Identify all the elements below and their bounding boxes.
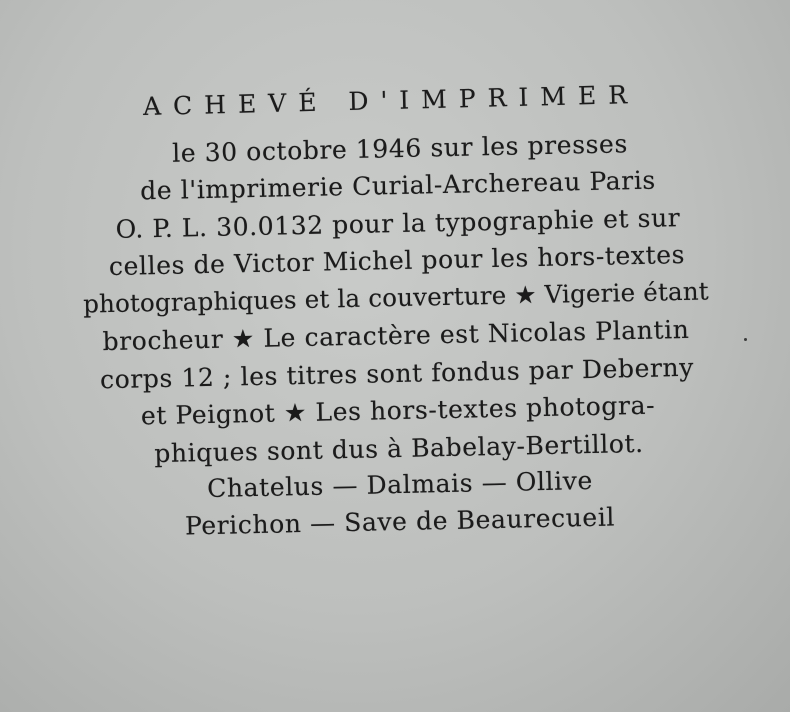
colophon-line-5: photographiques et la couverture ★ Vigerie étant — [82, 276, 710, 319]
colophon-line-6: brocheur ★ Le caractère est Nicolas Plantin — [102, 314, 690, 357]
colophon-line-3: O. P. L. 30.0132 pour la typographie et sur — [115, 203, 681, 244]
colophon-line-10: Chatelus — Dalmais — Ollive — [206, 465, 594, 504]
colophon-line-7: corps 12 ; les titres sont fondus par Deberny — [99, 352, 695, 395]
colophon-title: ACHEVÉ D'IMPRIMER — [142, 79, 640, 122]
colophon-line-4: celles de Victor Michel pour les hors-textes — [108, 239, 686, 282]
colophon-line-8: et Peignot ★ Les hors-textes photogra- — [140, 390, 656, 431]
colophon-line-9: phiques sont dus à Babelay-Bertillot. — [154, 428, 644, 469]
paper-speck — [744, 338, 747, 341]
colophon-line-1: le 30 octobre 1946 sur les presses — [171, 129, 629, 168]
colophon-line-2: de l'imprimerie Curial-Archereau Paris — [139, 165, 657, 206]
colophon-line-11: Perichon — Save de Beaurecueil — [184, 502, 616, 541]
